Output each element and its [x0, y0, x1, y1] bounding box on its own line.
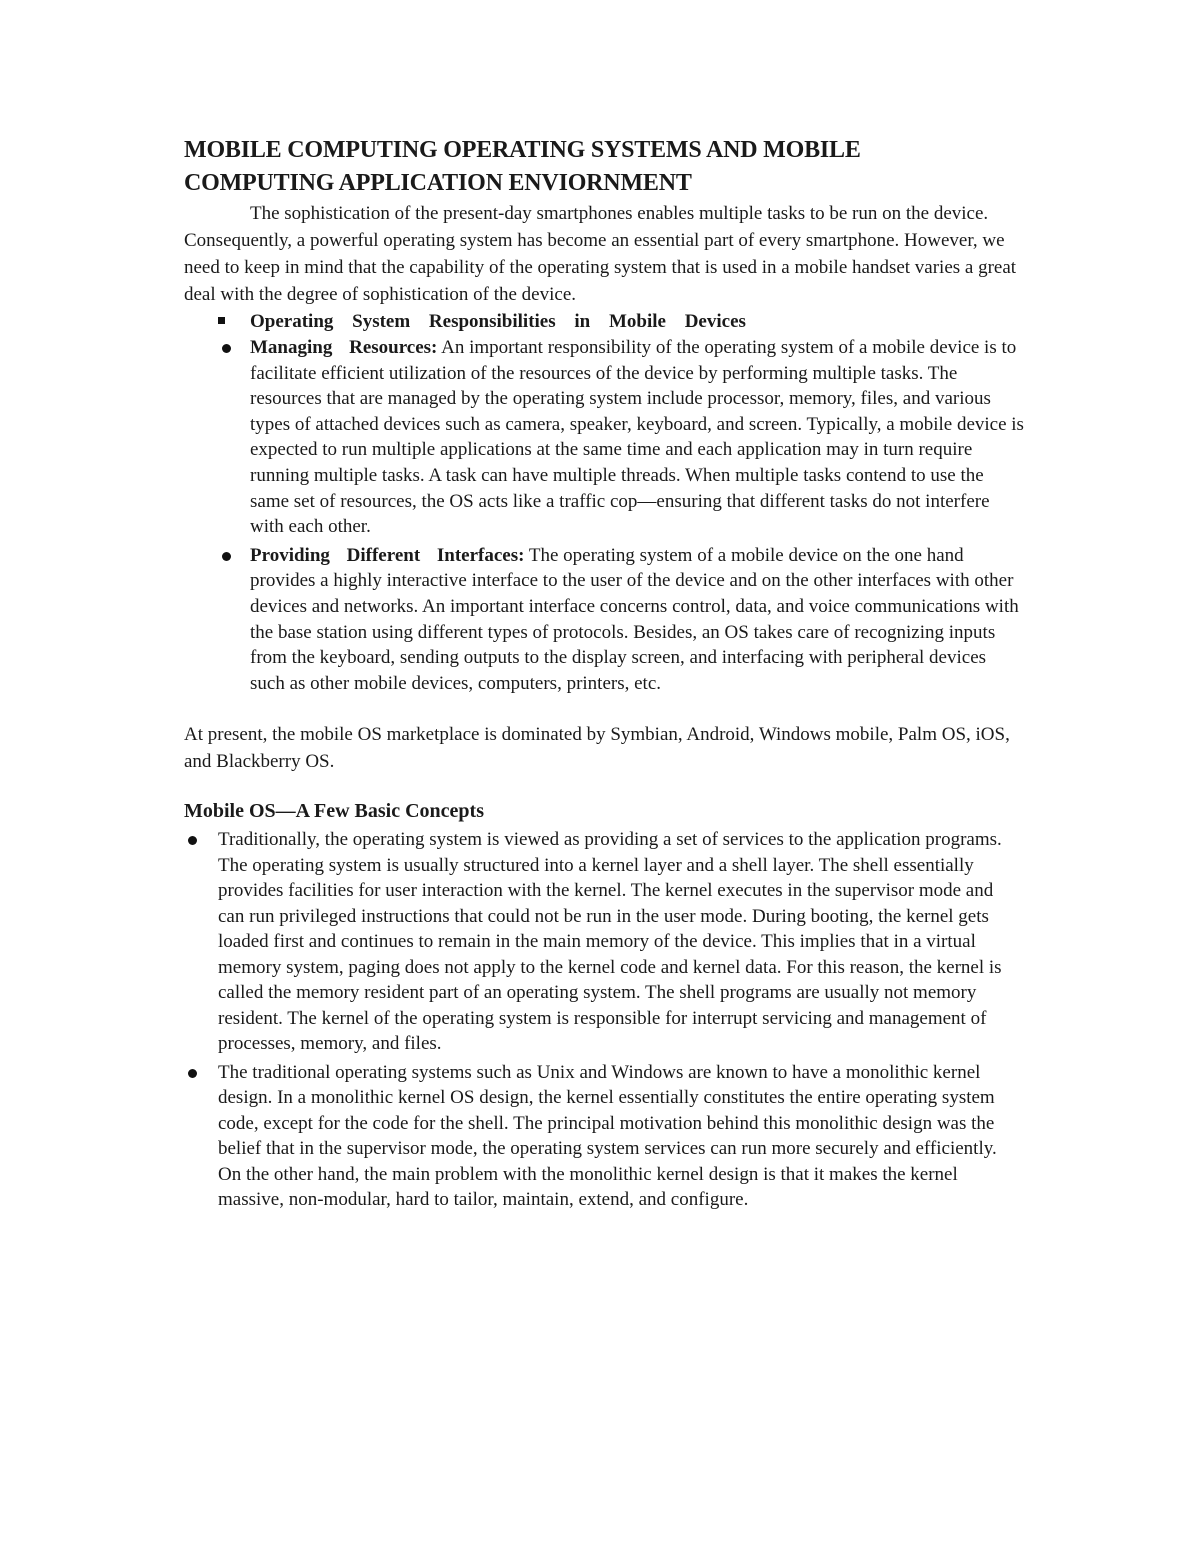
bullet-icon	[188, 836, 197, 845]
list-item	[184, 335, 1024, 540]
item-term: Providing Different Interfaces:	[250, 544, 525, 566]
document-page	[184, 134, 1024, 1216]
intro-paragraph: The sophistication of the present-day smartphones enables multiple tasks to be run on the device. Consequently, a powerful operating system has become an essential part of every smartphone. However, we need to keep in mind that the capability of the operating system that is used in a mobile handset varies a great deal with the degree of sophistication of the device.	[184, 203, 1017, 305]
item-term: Managing Resources:	[250, 337, 438, 358]
bullet-icon	[188, 1069, 197, 1078]
responsibility-items	[184, 335, 1024, 696]
bullet-icon	[222, 552, 231, 561]
responsibilities-list	[184, 308, 1024, 335]
responsibilities-heading: Operating System Responsibilities in Mobile Devices	[250, 311, 746, 332]
item-text: Traditionally, the operating system is viewed as providing a set of services to the application programs. The operating system is usually structured into a kernel layer and a shell layer. The shell essentially provides facilities for user interaction with the kernel. The kernel executes in the supervisor mode and can run privileged instructions that could not be run in the user mode. During booting, the kernel gets loaded first and continues to remain in the main memory of the device. This implies that in a virtual memory system, paging does not apply to the kernel code and kernel data. For this reason, the kernel is called the memory resident part of an operating system. The shell programs are usually not memory resident. The kernel of the operating system is responsible for interrupt servicing and management of processes, memory, and files.	[218, 829, 1002, 1055]
title-line-1: MOBILE COMPUTING OPERATING SYSTEMS AND MOBILE	[184, 137, 861, 163]
item-text: The operating system of a mobile device on the one hand provides a highly interactive interface to the user of the device and on the other interfaces with other devices and networks. An important interface concerns control, data, and voice communications with the base station using different types of protocols. Besides, an OS takes care of recognizing inputs from the keyboard, sending outputs to the display screen, and interfacing with peripheral devices such as other mobile devices, computers, printers, etc.	[250, 544, 1019, 694]
item-text: The traditional operating systems such as Unix and Windows are known to have a monolithic kernel design. In a monolithic kernel OS design, the kernel essentially constitutes the entire operating system code, except for the code for the shell. The principal motivation behind this monolithic design was the belief that in the supervisor mode, the operating system services can run more securely and efficiently. On the other hand, the main problem with the monolithic kernel design is that it makes the kernel massive, non-modular, hard to tailor, maintain, extend, and configure.	[218, 1061, 997, 1211]
spacer	[184, 775, 1024, 797]
list-item	[184, 827, 1024, 1057]
marketplace-paragraph: At present, the mobile OS marketplace is dominated by Symbian, Android, Windows mobile, Palm OS, iOS, and Blackberry OS.	[184, 724, 1010, 773]
square-bullet-icon	[218, 317, 225, 324]
spacer	[184, 699, 1024, 721]
concepts-heading: Mobile OS—A Few Basic Concepts	[184, 800, 484, 823]
responsibilities-section	[184, 308, 1024, 335]
list-item	[184, 1060, 1024, 1213]
concepts-list	[184, 827, 1024, 1213]
bullet-icon	[222, 344, 231, 353]
list-item	[184, 543, 1024, 697]
title-line-2: COMPUTING APPLICATION ENVIORNMENT	[184, 170, 692, 196]
item-text: An important responsibility of the operating system of a mobile device is to facilitate efficient utilization of the resources of the device by performing multiple tasks. The resources that are managed by the operating system include processor, memory, files, and various types of attached devices such as camera, speaker, keyboard, and screen. Typically, a mobile device is expected to run multiple applications at the same time and each application may in turn require running multiple tasks. A task can have multiple threads. When multiple tasks contend to use the same set of resources, the OS acts like a traffic cop—ensuring that different tasks do not interfere with each other.	[250, 337, 1024, 538]
document-title	[184, 134, 1024, 200]
